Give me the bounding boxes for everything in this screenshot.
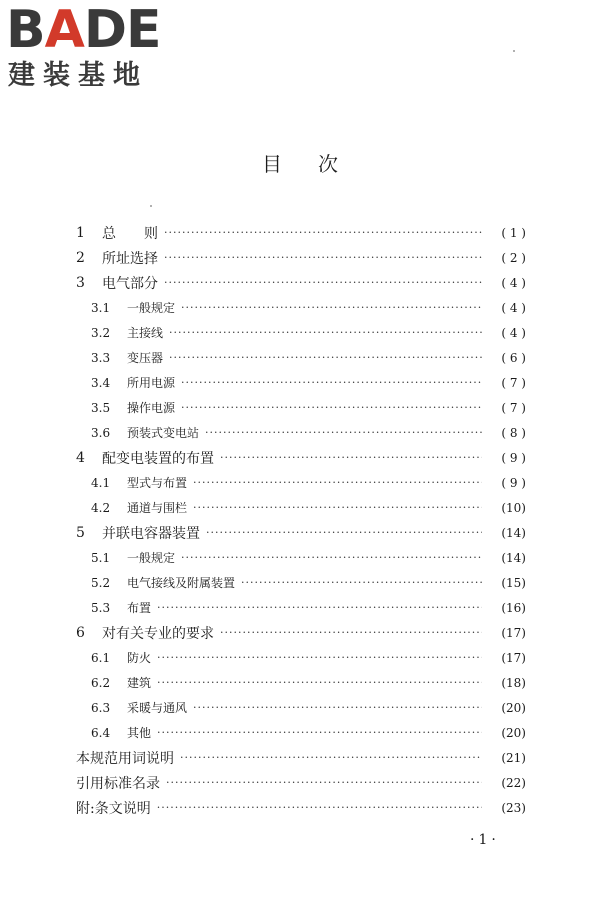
dot-leader bbox=[164, 270, 482, 295]
toc-entry-page: (22) bbox=[501, 775, 526, 790]
toc-entry-number: 3.1 bbox=[91, 300, 111, 315]
toc-entry-page: ( 7 ) bbox=[501, 375, 526, 390]
toc-entry-title: 附:条文说明 bbox=[76, 800, 151, 817]
toc-entry-page: ( 4 ) bbox=[501, 275, 526, 290]
toc-entry-number: 3.4 bbox=[91, 375, 111, 390]
toc-entry bbox=[76, 270, 526, 295]
toc-entry-number: 5.1 bbox=[91, 550, 111, 565]
dot-leader bbox=[181, 395, 482, 420]
logo-wordmark bbox=[6, 2, 161, 58]
dot-leader bbox=[205, 420, 482, 445]
toc-entry bbox=[76, 795, 526, 820]
toc-entry-number: 3.5 bbox=[91, 400, 111, 415]
toc-entry bbox=[76, 470, 526, 495]
toc-entry-page: (23) bbox=[501, 800, 526, 815]
dot-leader bbox=[181, 295, 482, 320]
toc-entry-number: 3 bbox=[76, 274, 85, 291]
toc-entry-title: 建筑 bbox=[127, 676, 152, 690]
toc-entry-title: 一般规定 bbox=[127, 551, 176, 565]
toc-entry-page: (15) bbox=[501, 575, 526, 590]
toc-entry bbox=[76, 570, 526, 595]
logo-letter-a: A bbox=[44, 0, 84, 60]
dot-leader bbox=[193, 695, 482, 720]
toc-entry-number: 4.1 bbox=[91, 475, 111, 490]
toc-entry bbox=[76, 670, 526, 695]
toc-entry-page: (21) bbox=[501, 750, 526, 765]
toc-entry-title: 对有关专业的要求 bbox=[102, 625, 214, 642]
toc-entry-number: 6.4 bbox=[91, 725, 111, 740]
scan-speck bbox=[513, 50, 515, 52]
toc-entry-number: 4 bbox=[76, 449, 85, 466]
dot-leader bbox=[164, 220, 482, 245]
dot-leader bbox=[166, 770, 482, 795]
toc-entry bbox=[76, 445, 526, 470]
toc-entry-title: 其他 bbox=[127, 726, 152, 740]
page-title: 目次 bbox=[262, 152, 374, 176]
dot-leader bbox=[220, 445, 482, 470]
page-number: ·1· bbox=[470, 832, 500, 848]
toc-entry bbox=[76, 370, 526, 395]
toc-entry-page: (14) bbox=[501, 525, 526, 540]
toc-entry-title: 型式与布置 bbox=[127, 476, 188, 490]
toc-entry-page: (10) bbox=[501, 500, 526, 515]
toc-entry bbox=[76, 770, 526, 795]
dot-leader bbox=[157, 795, 482, 820]
toc-entry-title: 所用电源 bbox=[127, 376, 176, 390]
toc-entry-title: 防火 bbox=[127, 651, 152, 665]
scan-speck bbox=[150, 205, 152, 207]
toc-entry-page: (16) bbox=[501, 600, 526, 615]
dot-leader bbox=[220, 620, 482, 645]
table-of-contents bbox=[76, 220, 526, 820]
dot-leader bbox=[169, 320, 482, 345]
logo-subtitle: 建装基地 bbox=[8, 60, 148, 91]
toc-entry bbox=[76, 420, 526, 445]
toc-entry bbox=[76, 395, 526, 420]
toc-entry bbox=[76, 245, 526, 270]
toc-entry-title: 一般规定 bbox=[127, 301, 176, 315]
toc-entry bbox=[76, 745, 526, 770]
toc-entry-title: 采暖与通风 bbox=[127, 701, 188, 715]
toc-entry-page: ( 6 ) bbox=[501, 350, 526, 365]
dot-leader bbox=[157, 645, 482, 670]
toc-entry bbox=[76, 220, 526, 245]
toc-entry-title: 总 则 bbox=[102, 225, 158, 242]
dot-leader bbox=[181, 545, 482, 570]
toc-entry bbox=[76, 645, 526, 670]
toc-entry-title: 布置 bbox=[127, 601, 152, 615]
toc-entry-title: 配变电装置的布置 bbox=[102, 450, 214, 467]
dot-leader bbox=[157, 595, 482, 620]
dot-leader bbox=[193, 495, 482, 520]
logo-letters-de: DE bbox=[83, 0, 161, 60]
toc-entry-title: 并联电容器装置 bbox=[102, 525, 200, 542]
toc-entry-title: 所址选择 bbox=[102, 250, 158, 267]
dot-leader bbox=[180, 745, 482, 770]
toc-entry-page: ( 1 ) bbox=[501, 225, 526, 240]
toc-entry bbox=[76, 695, 526, 720]
toc-entry bbox=[76, 295, 526, 320]
dot-leader bbox=[157, 720, 482, 745]
toc-entry-page: (17) bbox=[501, 650, 526, 665]
toc-entry bbox=[76, 545, 526, 570]
toc-entry-number: 2 bbox=[76, 249, 85, 266]
toc-entry-number: 5.2 bbox=[91, 575, 111, 590]
toc-entry bbox=[76, 345, 526, 370]
toc-entry-number: 5.3 bbox=[91, 600, 111, 615]
dot-leader bbox=[164, 245, 482, 270]
toc-entry-title: 变压器 bbox=[127, 351, 164, 365]
toc-entry-number: 6 bbox=[76, 624, 85, 641]
toc-entry-page: ( 2 ) bbox=[501, 250, 526, 265]
toc-entry-page: ( 4 ) bbox=[501, 325, 526, 340]
toc-entry-title: 预装式变电站 bbox=[127, 426, 200, 440]
dot-leader bbox=[241, 570, 482, 595]
toc-entry-number: 3.6 bbox=[91, 425, 111, 440]
toc-entry-page: ( 8 ) bbox=[501, 425, 526, 440]
toc-entry-number: 3.3 bbox=[91, 350, 111, 365]
toc-entry-title: 操作电源 bbox=[127, 401, 176, 415]
toc-entry-number: 3.2 bbox=[91, 325, 111, 340]
dot-leader bbox=[206, 520, 482, 545]
toc-entry bbox=[76, 595, 526, 620]
toc-entry bbox=[76, 520, 526, 545]
toc-entry-number: 1 bbox=[76, 224, 85, 241]
toc-entry-title: 通道与围栏 bbox=[127, 501, 188, 515]
logo-letter-b: B bbox=[6, 0, 45, 60]
toc-entry-number: 5 bbox=[76, 524, 85, 541]
toc-entry-number: 6.3 bbox=[91, 700, 111, 715]
dot-leader bbox=[169, 345, 482, 370]
toc-entry-page: (20) bbox=[501, 725, 526, 740]
toc-entry-title: 本规范用词说明 bbox=[76, 750, 174, 767]
dot-leader bbox=[157, 670, 482, 695]
toc-entry-title: 主接线 bbox=[127, 326, 164, 340]
bade-logo bbox=[6, 2, 178, 94]
toc-entry-number: 6.2 bbox=[91, 675, 111, 690]
toc-entry-title: 电气接线及附属装置 bbox=[127, 576, 236, 590]
toc-entry bbox=[76, 320, 526, 345]
dot-leader bbox=[193, 470, 482, 495]
toc-entry-page: ( 9 ) bbox=[501, 475, 526, 490]
toc-entry-page: (14) bbox=[501, 550, 526, 565]
toc-entry bbox=[76, 620, 526, 645]
toc-entry-page: ( 7 ) bbox=[501, 400, 526, 415]
toc-entry bbox=[76, 495, 526, 520]
toc-entry-title: 电气部分 bbox=[102, 275, 158, 292]
toc-entry-number: 4.2 bbox=[91, 500, 111, 515]
toc-entry-page: (20) bbox=[501, 700, 526, 715]
toc-entry-number: 6.1 bbox=[91, 650, 111, 665]
toc-entry-page: ( 4 ) bbox=[501, 300, 526, 315]
dot-leader bbox=[181, 370, 482, 395]
toc-entry bbox=[76, 720, 526, 745]
toc-entry-page: (18) bbox=[501, 675, 526, 690]
toc-entry-title: 引用标准名录 bbox=[76, 775, 160, 792]
toc-entry-page: ( 9 ) bbox=[501, 450, 526, 465]
toc-entry-page: (17) bbox=[501, 625, 526, 640]
